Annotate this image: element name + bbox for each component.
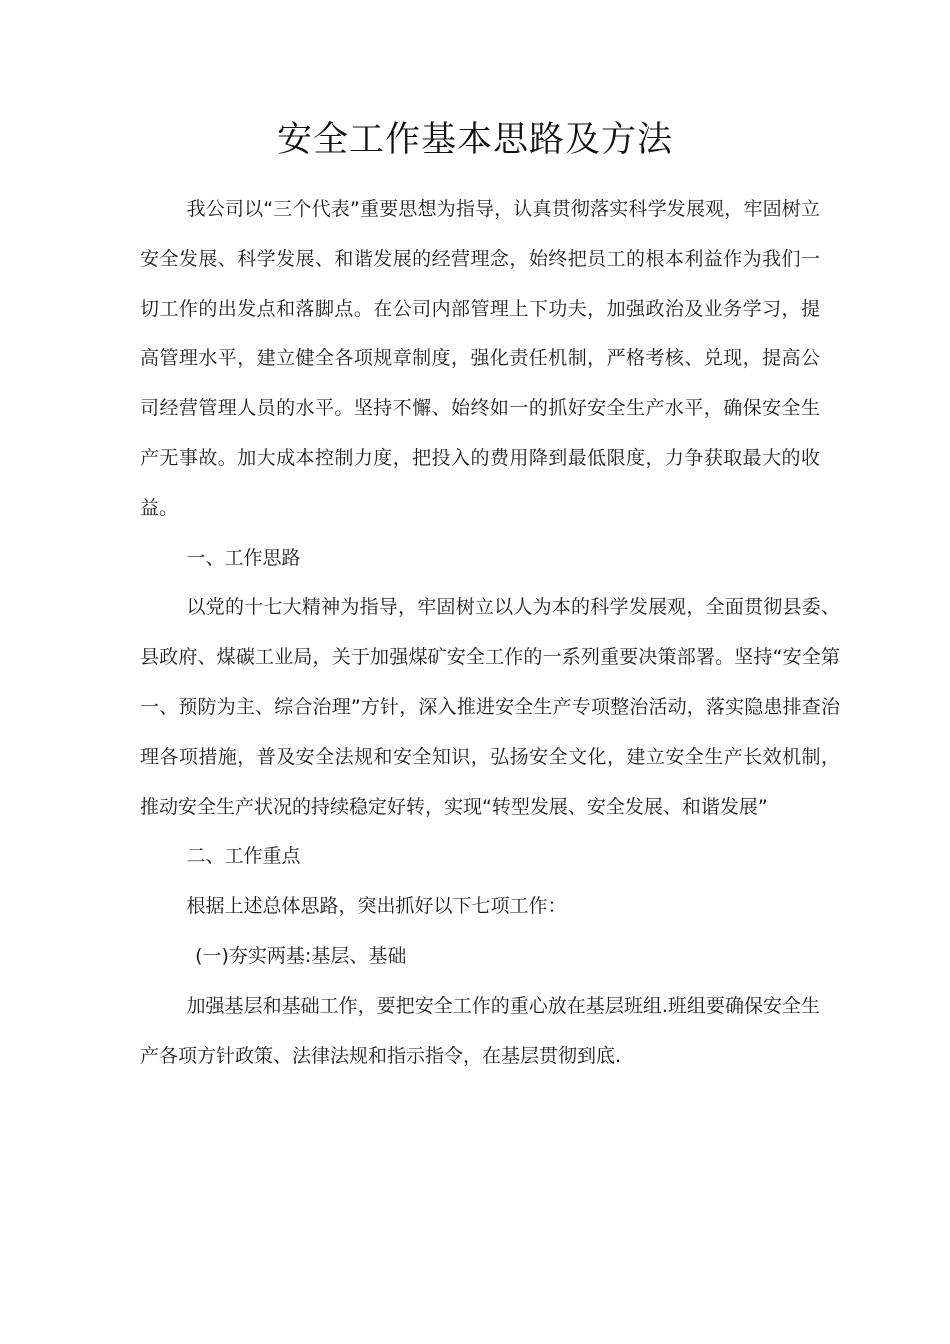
- work-ideas-paragraph: 以党的十七大精神为指导，牢固树立以人为本的科学发展观，全面贯彻县委、县政府、煤碳工业局，关于加强煤矿安全工作的一系列重要决策部署。坚持“安全第一、预防为主、综合治理”方针，深入推进安全生产专项整治活动，落实隐患排查治理各项措施，普及安全法规和安全知识，弘扬安全文化，建立安全生产长效机制，推动安全生产状况的持续稳定好转，实现“转型发展、安全发展、和谐发展”: [140, 596, 840, 818]
- section-heading-work-ideas: 一、工作思路: [186, 546, 301, 569]
- document-title: 安全工作基本思路及方法: [276, 120, 673, 160]
- section-heading-work-focus: 二、工作重点: [186, 845, 301, 868]
- document-body: [140, 185, 840, 1081]
- intro-paragraph: 我公司以“三个代表”重要思想为指导，认真贯彻落实科学发展观，牢固树立安全发展、科学发展、和谐发展的经营理念，始终把员工的根本利益作为我们一切工作的出发点和落脚点。在公司内部管理上下功夫，加强政治及业务学习，提高管理水平，建立健全各项规章制度，强化责任机制，严格考核、兑现，提高公司经营管理人员的水平。坚持不懈、始终如一的抓好安全生产水平，确保安全生产无事故。加大成本控制力度，把投入的费用降到最低限度，力争获取最大的收益。: [140, 198, 820, 519]
- subsection-heading-two-foundations: (一)夯实两基:基层、基础: [195, 944, 407, 967]
- work-focus-intro: 根据上述总体思路，突出抓好以下七项工作：: [186, 895, 567, 918]
- two-foundations-paragraph: 加强基层和基础工作，要把安全工作的重心放在基层班组.班组要确保安全生产各项方针政策、法律法规和指示指令，在基层贯彻到底.: [140, 994, 820, 1067]
